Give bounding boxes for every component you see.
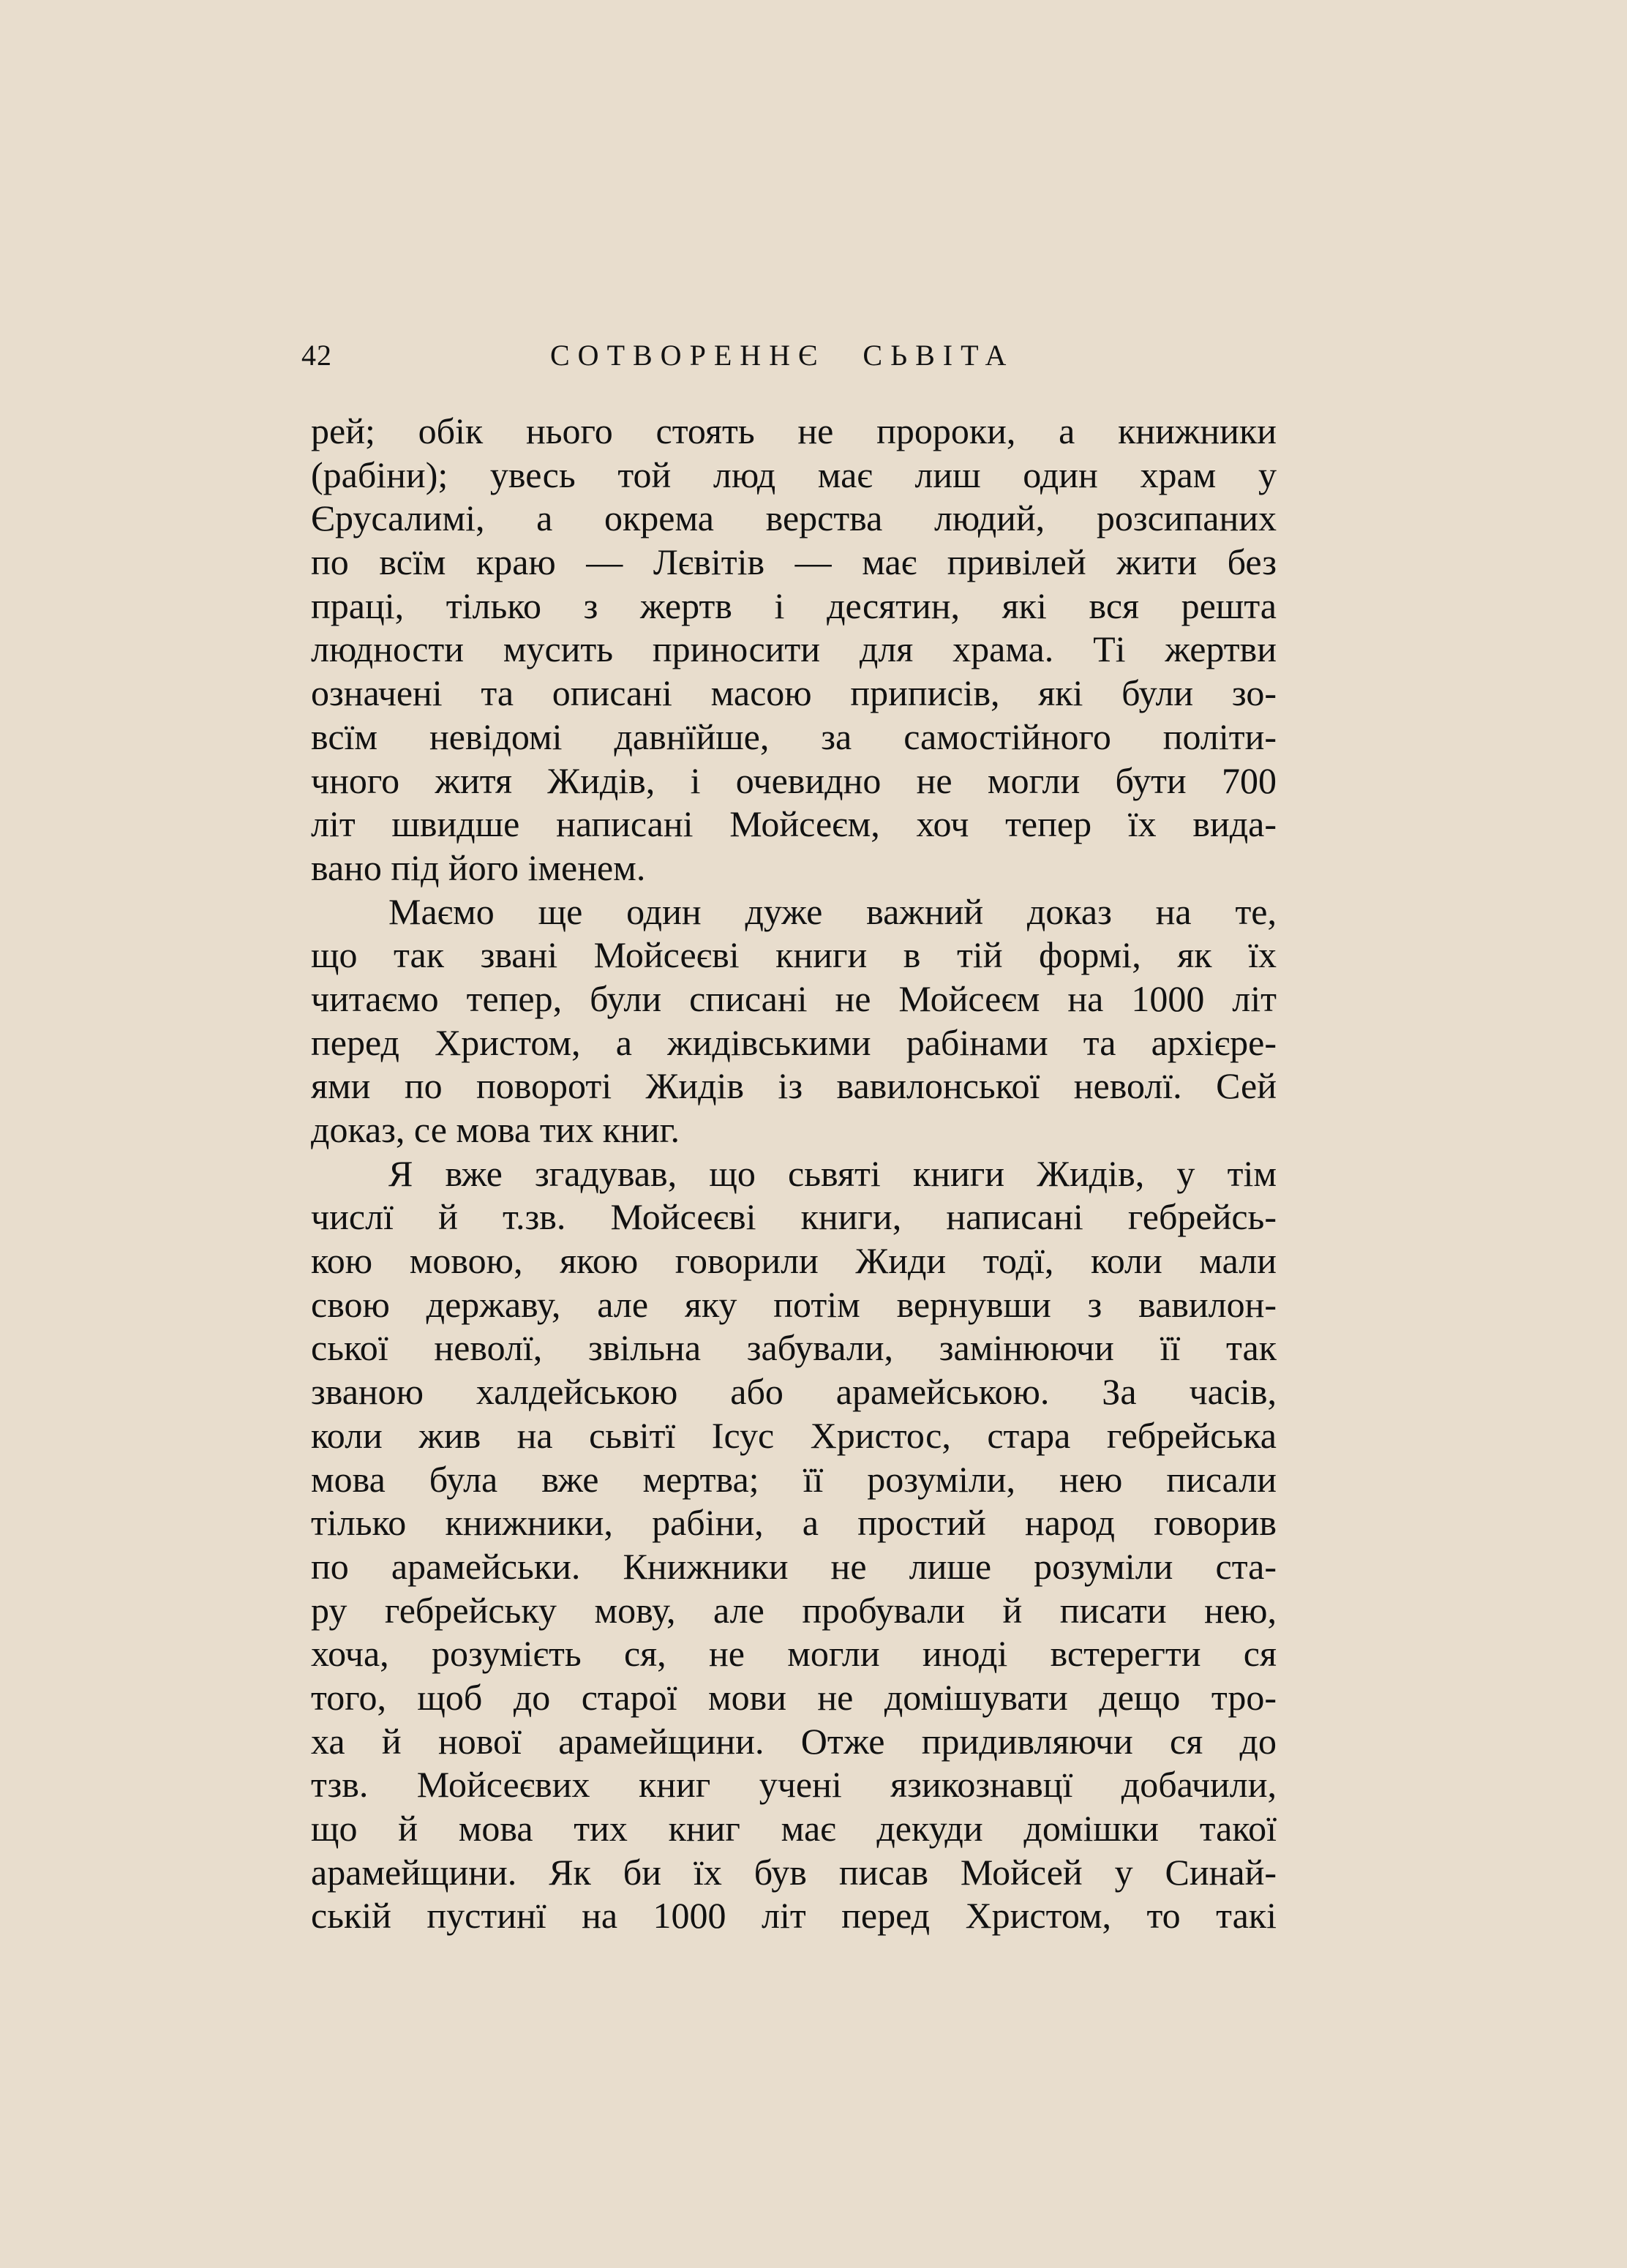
- text-line: званою халдейською або арамейською. За часів,: [311, 1371, 1277, 1413]
- text-line: ями по повороті Жидів із вавилонської неволї. Сей: [311, 1065, 1277, 1107]
- text-line: чного житя Жидів, і очевидно не могли бути 700: [311, 759, 1277, 801]
- text-line: кою мовою, якою говорили Жиди тодї, коли мали: [311, 1240, 1277, 1282]
- text-line: літ швидше написані Мойсеєм, хоч тепер їх вида-: [311, 803, 1277, 845]
- text-line: ха й нової арамейщини. Отже придивляючи ся до: [311, 1720, 1277, 1762]
- text-line: що й мова тих книг має декуди домішки такої: [311, 1808, 1277, 1849]
- text-line: хоча, розумієть ся, не могли иноді встерегти ся: [311, 1633, 1277, 1675]
- text-line: доказ, се мова тих книг.: [311, 1109, 680, 1150]
- text-line: людности мусить приносити для храма. Ті жертви: [311, 628, 1277, 670]
- text-line: тілько книжники, рабіни, а простий народ говорив: [311, 1502, 1277, 1544]
- body-text: [311, 410, 1277, 1938]
- text-line: арамейщини. Як би їх був писав Мойсей у Синай-: [311, 1851, 1277, 1893]
- text-line: ській пустинї на 1000 літ перед Христом, то такі: [311, 1895, 1277, 1937]
- text-line: свою державу, але яку потім вернувши з вавилон-: [311, 1283, 1277, 1325]
- text-line: ру гебрейську мову, але пробували й писати нею,: [311, 1589, 1277, 1631]
- text-line: мова була вже мертва; її розуміли, нею писали: [311, 1458, 1277, 1500]
- text-line: коли жив на сьвітї Ісус Христос, стара гебрейська: [311, 1414, 1277, 1456]
- text-line: вано під його іменем.: [311, 846, 646, 888]
- text-line: Маємо ще один дуже важний доказ на те,: [388, 890, 1277, 932]
- paragraph-2: [311, 890, 1277, 1152]
- running-title: СОТВОРЕННЄ СЬВІТА: [550, 339, 1015, 372]
- paragraph-1: [311, 410, 1277, 890]
- text-line: тзв. Мойсеєвих книг учені язикознавцї добачили,: [311, 1764, 1277, 1806]
- text-line: праці, тілько з жертв і десятин, які вся решта: [311, 585, 1277, 626]
- page-header: [301, 338, 1267, 382]
- text-line: означені та описані масою приписів, які були зо-: [311, 672, 1277, 714]
- text-line: рей; обік нього стоять не пророки, а книжники: [311, 410, 1277, 451]
- text-line: читаємо тепер, були списані не Мойсеєм на 1000 літ: [311, 977, 1277, 1019]
- text-line: всїм невідомі давнїйше, за самостійного політи-: [311, 716, 1277, 757]
- text-line: Єрусалимі, а окрема верства людий, розсипаних: [311, 497, 1277, 539]
- text-line: по всїм краю — Лєвітів — має привілей жити без: [311, 541, 1277, 583]
- text-line: ської неволї, звільна забували, замінюючи її так: [311, 1327, 1277, 1369]
- text-line: Я вже згадував, що сьвяті книги Жидів, у тім: [388, 1152, 1277, 1194]
- text-line: (рабіни); увесь той люд має лиш один храм у: [311, 454, 1277, 495]
- text-line: того, щоб до старої мови не домішувати дещо тро-: [311, 1676, 1277, 1718]
- paragraph-3: [311, 1152, 1277, 1938]
- text-line: що так звані Мойсеєві книги в тій формі, як їх: [311, 934, 1277, 976]
- text-line: по арамейськи. Книжники не лише розуміли ста-: [311, 1545, 1277, 1587]
- text-line: числї й т.зв. Мойсеєві книги, написані гебрейсь-: [311, 1196, 1277, 1238]
- text-line: перед Христом, а жидівськими рабінами та архієре-: [311, 1021, 1277, 1063]
- page-number: 42: [301, 339, 332, 372]
